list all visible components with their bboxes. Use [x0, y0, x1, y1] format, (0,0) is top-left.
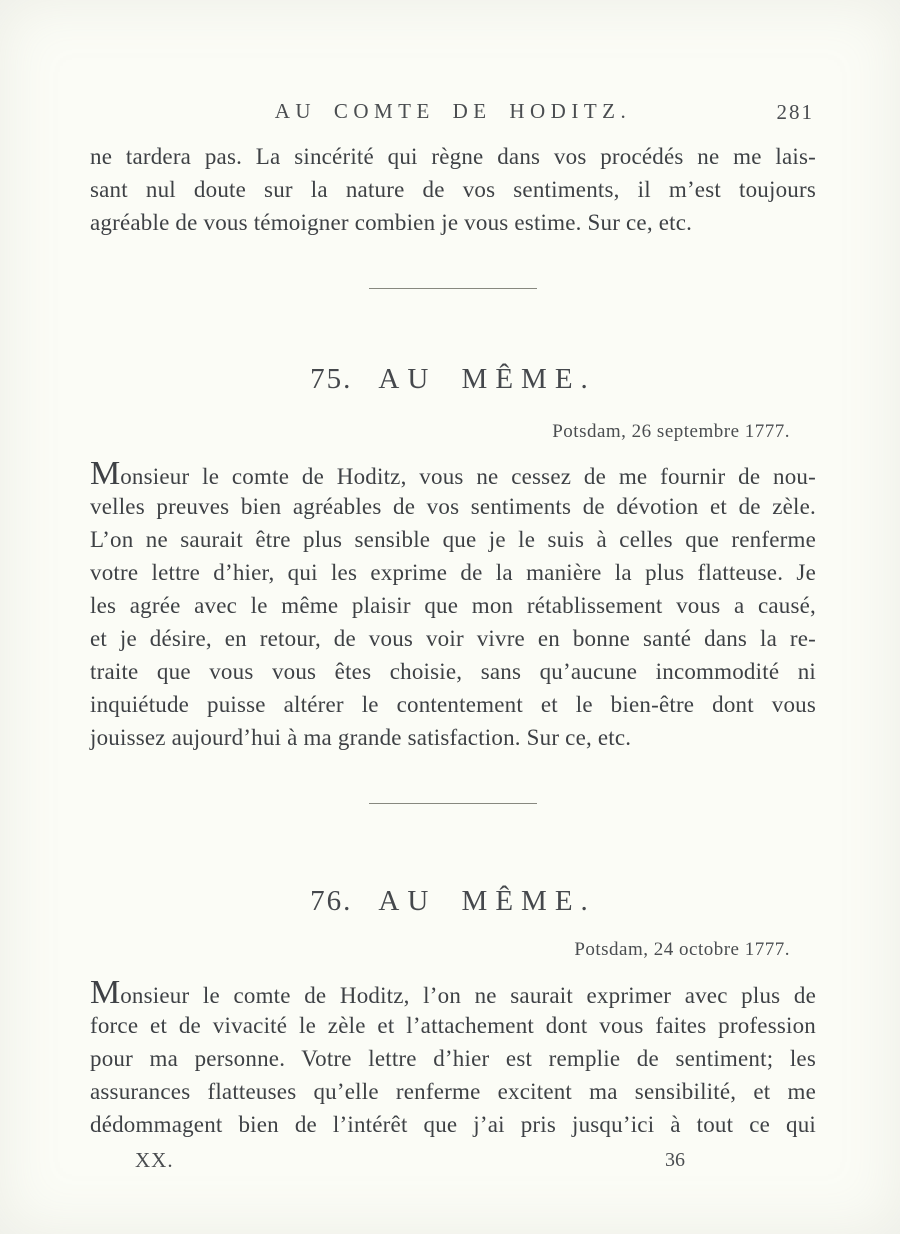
letter-76-heading — [90, 885, 816, 918]
letter-75-title: AU MÊME. — [378, 363, 596, 395]
text-line: pour ma personne. Votre lettre d’hier est remplie de sentiment; les — [90, 1046, 816, 1071]
initial-capital: M — [90, 974, 121, 1011]
letter-75-dateline: Potsdam, 26 septembre 1777. — [552, 421, 790, 442]
letter-76-body — [90, 976, 816, 1141]
letter-76-number: 76. — [310, 885, 353, 917]
text-line: Monsieur le comte de Hoditz, l’on ne saurait exprimer avec plus de — [90, 974, 816, 1011]
letter-75-number: 75. — [310, 363, 353, 395]
letter-75-heading — [90, 363, 816, 396]
text-line: assurances flatteuses qu’elle renferme excitent ma sensibilité, et me — [90, 1079, 816, 1104]
letter-76-dateline: Potsdam, 24 octobre 1777. — [574, 939, 790, 960]
continuation-paragraph — [90, 140, 816, 239]
letter-75-body — [90, 457, 816, 754]
text-line: jouissez aujourd’hui à ma grande satisfaction. Sur ce, etc. — [90, 725, 632, 750]
text-line: agréable de vous témoigner combien je vous estime. Sur ce, etc. — [90, 210, 693, 235]
text-line: sant nul doute sur la nature de vos sentiments, il m’est toujours — [90, 177, 816, 202]
text-line: et je désire, en retour, de vous voir vivre en bonne santé dans la re- — [90, 626, 816, 651]
volume-mark: XX. — [135, 1148, 174, 1172]
text-line: velles preuves bien agréables de vos sentiments de dévotion et de zèle. — [90, 494, 816, 519]
text-line: traite que vous vous êtes choisie, sans qu’aucune incommodité ni — [90, 659, 816, 684]
text-line: les agrée avec le même plaisir que mon rétablissement vous a causé, — [90, 593, 816, 618]
text-line: L’on ne saurait être plus sensible que je le suis à celles que renferme — [90, 527, 816, 552]
running-header-title: AU COMTE DE HODITZ. — [274, 99, 632, 123]
text-line: dédommagent bien de l’intérêt que j’ai pris jusqu’ici à tout ce qui — [90, 1112, 816, 1137]
text-line: Monsieur le comte de Hoditz, vous ne cessez de me fournir de nou- — [90, 455, 816, 492]
letter-76-title: AU MÊME. — [378, 885, 596, 917]
text-line: ne tardera pas. La sincérité qui règne dans vos procédés ne me lais- — [90, 144, 816, 169]
running-header — [90, 99, 816, 127]
text-line: inquiétude puisse altérer le contentement et le bien-être dont vous — [90, 692, 816, 717]
text-line: force et de vivacité le zèle et l’attachement dont vous faites profession — [90, 1013, 816, 1038]
page-number: 281 — [776, 100, 814, 124]
initial-capital: M — [90, 455, 121, 492]
section-separator-rule — [369, 803, 537, 804]
page-footer — [90, 1148, 816, 1178]
section-separator-rule — [369, 288, 537, 289]
sheet-number: 36 — [665, 1149, 685, 1171]
text-line: votre lettre d’hier, qui les exprime de la manière la plus flatteuse. Je — [90, 560, 816, 585]
